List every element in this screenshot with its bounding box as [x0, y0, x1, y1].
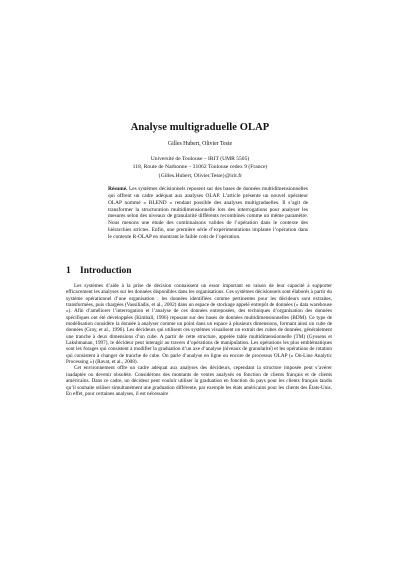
affiliation-line: Université de Toulouse – IRIT (UMR 5505) [150, 156, 250, 162]
affiliation-line: 118, Route de Narbonne – 31062 Toulouse cedex 9 (France) [132, 164, 268, 171]
affiliation-email: {Gilles.Hubert, Olivier.Teste}@irit.fr [158, 172, 242, 179]
paragraph: Cet environnement offre un cadre adéquat aux analyses des décideurs, cependant la structure imposée peut s’avérer inadaptée ou devenir obsolète. Considérons des montants de ventes analysés en fonction de clients français et de clients américains. Dans ce cadre, un décideur peut vouloir utiliser la graduation en fonction du pays pour les clients français tandis qu’il souhaite utiliser simultanément une graduation différente, par exemple les états américains pour les clients des États-Unis. En effet, pour certaines analyses, il est nécessaire [66, 365, 332, 397]
abstract-text: Les systèmes décisionnels reposent sur des bases de données multidimensionnelles qui offrent un cadre adéquat aux analyses OLAP. L’article présente un nouvel opérateur OLAP nommé « BLEND » rendant possible des analyses multigraduelles. Il s’agit de transformer la structuration multidimensionnelle lors des interrogations pour analyser les mesures selon des niveaux de granularité différents recombinés comme un même paramètre. Nous menons une étude des combinaisons valides de l’opération dans le contexte des hiérarchies strictes. Enfin, une première série d’expérimentations implante l’opération dans le contexte R-OLAP en montrant le faible coût de l’opération. [108, 186, 308, 240]
abstract [108, 186, 308, 241]
abstract-label: Résumé. [108, 186, 128, 192]
section-title: Introduction [80, 266, 132, 276]
paper-authors: Gilles Hubert, Olivier Teste [167, 141, 233, 147]
section-number: 1 [66, 266, 71, 276]
paragraph: Les systèmes d’aide à la prise de décision connaissent un essor important en raison de leur capacité à supporter efficacement les analyses sur les données disponibles dans les organisations. Ces systèmes décisionnels sont élaborés à partir du système opérationnel d’une organisation : les données identifiées comme pertinentes pour les décideurs sont extraites, transformées, puis chargées (Vassiliadis, et al., 2002) dans un espace de stockage appelé entrepôt de données (« data warehouse »). Afin d’améliorer l’interrogation et l’analyse de ces données entreposées, des techniques d’organisation des données spécifiques ont été développées (Kimball, 1996) reposant sur des bases de données multidimensionnelles (BDM). Ce type de modélisation considère la donnée à analyser comme un point dans un espace à plusieurs dimensions, formant ainsi un cube de données (Gray, et al., 1996). Les décideurs qui utilisent ces systèmes visualisent un extrait des cubes de données, généralement une tranche à deux dimensions d’un cube. A partir de cette structure, appelée table multidimensionnelle (TM) (Gyssens et Lakshmanan, 1997), le décideur peut interagir au travers d’opérations de manipulation. Les opérations les plus emblématiques sont les forages qui consistent à modifier la graduation d’un axe d’analyse (niveaux de granularité) et les opérations de rotation qui consistent à changer de tranche de cube. On parle d’analyse en ligne ou encore de processus OLAP (« On-Line Analytic Processing ») (Ravat, et al., 2008). [66, 283, 332, 366]
paper-title: Analyse multigraduelle OLAP [130, 122, 270, 133]
body-text [66, 283, 332, 397]
author-affiliation [0, 155, 400, 180]
section-heading [66, 266, 132, 276]
